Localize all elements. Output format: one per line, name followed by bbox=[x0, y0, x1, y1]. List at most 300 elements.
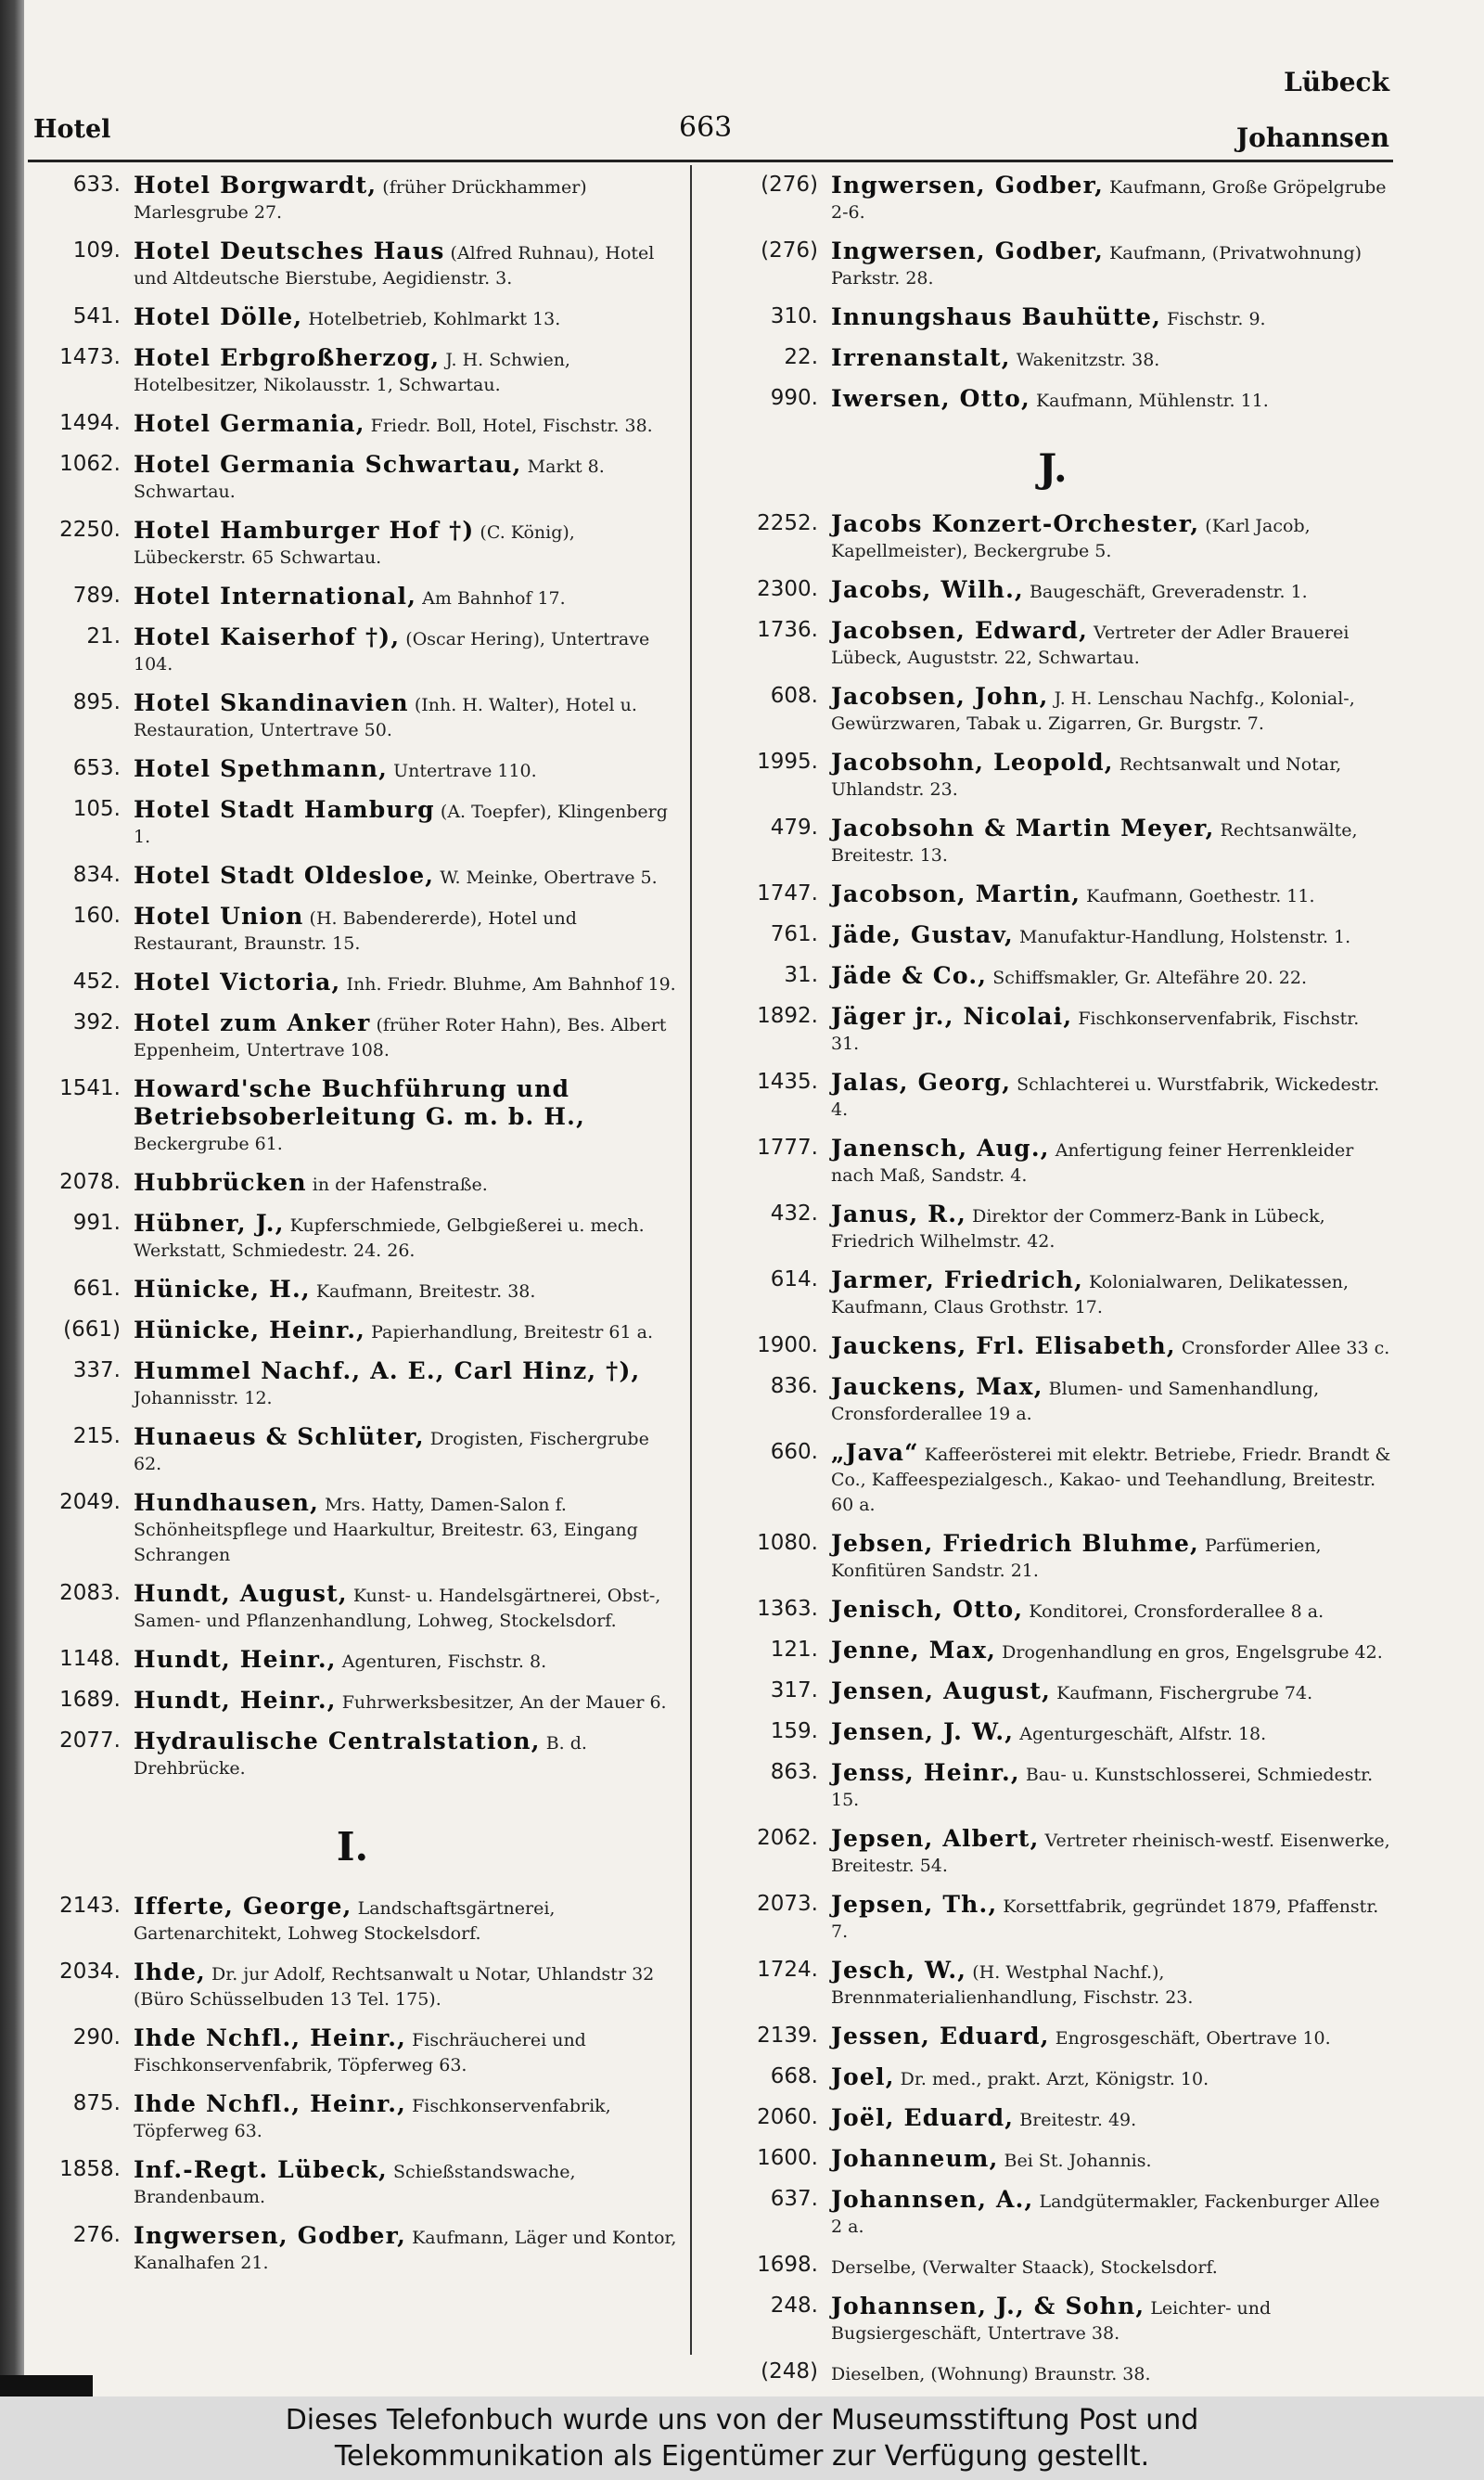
directory-entry bbox=[28, 624, 677, 677]
directory-entry bbox=[714, 1826, 1391, 1879]
entry-details: Kaufmann, (Privatwohnung) Parkstr. 28. bbox=[831, 243, 1362, 289]
phone-number: 432. bbox=[770, 1201, 818, 1226]
entry-details: Kaufmann, Fischergrube 74. bbox=[1056, 1683, 1313, 1703]
entry-text bbox=[134, 904, 677, 957]
entry-text bbox=[831, 173, 1391, 225]
directory-entry bbox=[28, 1424, 677, 1477]
directory-entry bbox=[714, 963, 1391, 991]
entry-details: Kaufmann, Läger und Kontor, Kanalhafen 21. bbox=[134, 2228, 677, 2273]
footer-notice bbox=[0, 2396, 1484, 2480]
entry-text bbox=[134, 2091, 677, 2144]
entry-name: Hotel zum Anker bbox=[134, 1009, 371, 1036]
directory-entry bbox=[714, 2024, 1391, 2051]
phone-number: (248) bbox=[761, 2359, 818, 2384]
entry-details: (Oscar Hering), Untertrave 104. bbox=[134, 629, 650, 675]
entry-details: Bei St. Johannis. bbox=[1004, 2151, 1152, 2171]
directory-entry bbox=[714, 511, 1391, 564]
entry-name: Jessen, Eduard, bbox=[831, 2023, 1050, 2050]
phone-number: 1148. bbox=[59, 1647, 121, 1671]
entry-details: Kolonialwaren, Delikatessen, Kaufmann, Claus Grothstr. 17. bbox=[831, 1272, 1350, 1317]
phone-number: 1363. bbox=[757, 1597, 818, 1621]
directory-entry bbox=[28, 1960, 677, 2012]
entry-details: Fuhrwerksbesitzer, An der Mauer 6. bbox=[341, 1692, 667, 1713]
entry-details: (C. König), Lübeckerstr. 65 Schwartau. bbox=[134, 522, 575, 568]
entry-name: Howard'sche Buchführung und Betriebsoberleitung G. m. b. H., bbox=[134, 1075, 585, 1130]
directory-entry bbox=[714, 1638, 1391, 1665]
entry-details: Kunst- u. Handelsgärtnerei, Obst-, Samen- und Pflanzenhandlung, Lohweg, Stockelsdorf. bbox=[134, 1586, 661, 1631]
phone-number: (661) bbox=[63, 1317, 121, 1342]
directory-entry bbox=[714, 2359, 1391, 2387]
section-letter-j: J. bbox=[1038, 445, 1068, 491]
entry-name: Jenne, Max, bbox=[831, 1637, 997, 1664]
entry-details: Kupferschmiede, Gelbgießerei u. mech. Werkstatt, Schmiedestr. 24. 26. bbox=[134, 1215, 645, 1261]
entry-name: Hundt, August, bbox=[134, 1580, 348, 1607]
entry-name: Hünicke, H., bbox=[134, 1276, 311, 1303]
entry-details: W. Meinke, Obertrave 5. bbox=[440, 867, 658, 888]
phone-number: 159. bbox=[770, 1719, 818, 1743]
entry-name: Jacobsohn, Leopold, bbox=[831, 749, 1114, 776]
entry-details: Landgütermakler, Fackenburger Allee 2 a. bbox=[831, 2191, 1380, 2237]
directory-entry bbox=[28, 2091, 677, 2144]
page-edge-shadow bbox=[0, 0, 24, 2396]
entry-text bbox=[134, 1960, 677, 2012]
entry-name: Hotel Stadt Oldesloe, bbox=[134, 862, 435, 889]
header-rule bbox=[28, 160, 1393, 162]
entry-name: Ifferte, George, bbox=[134, 1893, 352, 1920]
entry-name: Hundt, Heinr., bbox=[134, 1646, 337, 1673]
phone-number: 317. bbox=[770, 1678, 818, 1703]
entry-text bbox=[134, 1688, 677, 1715]
entry-text bbox=[831, 2187, 1391, 2240]
entry-text bbox=[134, 756, 677, 784]
directory-entry bbox=[28, 1076, 677, 1157]
entry-text bbox=[134, 1490, 677, 1568]
entry-name: Jacobson, Martin, bbox=[831, 880, 1081, 907]
directory-entry bbox=[28, 1894, 677, 1947]
directory-entry bbox=[714, 816, 1391, 868]
directory-entry bbox=[28, 304, 677, 332]
entry-details: Agenturgeschäft, Alfstr. 18. bbox=[1019, 1724, 1267, 1744]
entry-text bbox=[831, 2253, 1391, 2281]
entry-name: Hotel Hamburger Hof †) bbox=[134, 517, 475, 544]
entry-details: Breitestr. 49. bbox=[1019, 2110, 1137, 2130]
phone-number: 31. bbox=[784, 963, 818, 987]
entry-details: Derselbe, (Verwalter Staack), Stockelsdorf. bbox=[831, 2257, 1218, 2278]
entry-name: Hübner, J., bbox=[134, 1210, 285, 1237]
entry-details: Fischräucherei und Fischkonservenfabrik, Töpferweg 63. bbox=[134, 2030, 586, 2075]
entry-details: Vertreter der Adler Brauerei Lübeck, Auguststr. 22, Schwartau. bbox=[831, 623, 1350, 668]
entry-name: Inf.-Regt. Lübeck, bbox=[134, 2156, 388, 2183]
running-header-city: Lübeck bbox=[1284, 67, 1389, 97]
entry-text bbox=[831, 345, 1391, 373]
phone-number: 2062. bbox=[757, 1826, 818, 1850]
page-number: 663 bbox=[679, 111, 733, 144]
entry-details: Kaufmann, Mühlenstr. 11. bbox=[1035, 391, 1269, 411]
entry-name: Joel, bbox=[831, 2063, 895, 2090]
phone-number: 452. bbox=[72, 970, 121, 994]
entry-details: (A. Toepfer), Klingenberg 1. bbox=[134, 802, 668, 847]
directory-entry bbox=[714, 618, 1391, 671]
phone-number: 2139. bbox=[757, 2024, 818, 2048]
directory-entry bbox=[714, 1892, 1391, 1945]
phone-number: 1600. bbox=[757, 2146, 818, 2170]
directory-entry bbox=[714, 2253, 1391, 2281]
entry-name: Jacobs Konzert-Orchester, bbox=[831, 510, 1200, 537]
phone-number: 2049. bbox=[59, 1490, 121, 1514]
phone-number: 160. bbox=[72, 904, 121, 928]
phone-number: 2034. bbox=[59, 1960, 121, 1984]
entry-text bbox=[831, 1201, 1391, 1254]
directory-entry bbox=[28, 173, 677, 225]
entry-name: Jenisch, Otto, bbox=[831, 1596, 1024, 1623]
entry-name: Jenss, Heinr., bbox=[831, 1759, 1020, 1786]
directory-entry bbox=[28, 904, 677, 957]
entry-details: Dieselben, (Wohnung) Braunstr. 38. bbox=[831, 2364, 1151, 2384]
entry-name: Hydraulische Centralstation, bbox=[134, 1728, 541, 1754]
entry-name: Ihde, bbox=[134, 1959, 206, 1985]
entry-name: Jarmer, Friedrich, bbox=[831, 1266, 1084, 1293]
entry-details: Manufaktur-Handlung, Holstenstr. 1. bbox=[1019, 927, 1351, 947]
directory-entry bbox=[714, 304, 1391, 332]
phone-number: 1473. bbox=[59, 345, 121, 369]
section-letter-i: I. bbox=[336, 1824, 369, 1870]
directory-entry bbox=[714, 1760, 1391, 1813]
entry-name: Hotel Union bbox=[134, 903, 304, 930]
phone-number: 1747. bbox=[757, 881, 818, 906]
directory-entry bbox=[714, 1597, 1391, 1625]
phone-number: 1777. bbox=[757, 1136, 818, 1160]
directory-entry bbox=[714, 1719, 1391, 1747]
entry-name: Johanneum, bbox=[831, 2145, 999, 2172]
entry-text bbox=[831, 1892, 1391, 1945]
directory-entry bbox=[714, 1070, 1391, 1123]
entry-name: Ingwersen, Godber, bbox=[831, 172, 1105, 199]
directory-entry bbox=[28, 970, 677, 997]
running-header-left: Hotel bbox=[33, 115, 111, 144]
directory-entry bbox=[714, 1374, 1391, 1427]
entry-text bbox=[831, 577, 1391, 605]
entry-name: „Java“ bbox=[831, 1439, 919, 1466]
entry-text bbox=[134, 345, 677, 398]
phone-number: 2078. bbox=[59, 1170, 121, 1194]
entry-name: Hotel Germania, bbox=[134, 410, 365, 437]
entry-details: Schiffsmakler, Gr. Altefähre 20. 22. bbox=[992, 968, 1308, 988]
phone-number: 1698. bbox=[757, 2253, 818, 2277]
entry-details: Hotelbetrieb, Kohlmarkt 13. bbox=[308, 309, 561, 329]
entry-text bbox=[134, 1170, 677, 1198]
entry-details: Beckergrube 61. bbox=[134, 1134, 283, 1154]
entry-details: (H. Westphal Nachf.), Brennmaterialienhandlung, Fischstr. 23. bbox=[831, 1962, 1194, 2008]
entry-details: Kaffeerösterei mit elektr. Betriebe, Friedr. Brandt & Co., Kaffeespezialgesch., Kakao- und Teehandlung, Breitestr. 60 a. bbox=[831, 1445, 1391, 1515]
directory-entry bbox=[714, 684, 1391, 737]
directory-entry bbox=[28, 1170, 677, 1198]
entry-name: Hotel Spethmann, bbox=[134, 755, 389, 782]
entry-details: Leichter- und Bugsiergeschäft, Untertrave 38. bbox=[831, 2298, 1272, 2344]
entry-text bbox=[831, 2359, 1391, 2387]
entry-text bbox=[134, 863, 677, 891]
directory-entry bbox=[714, 1440, 1391, 1518]
directory-entry bbox=[28, 797, 677, 850]
phone-number: 310. bbox=[770, 304, 818, 328]
directory-entry bbox=[28, 756, 677, 784]
entry-name: Hotel Deutsches Haus bbox=[134, 238, 445, 264]
entry-text bbox=[831, 238, 1391, 291]
entry-name: Ingwersen, Godber, bbox=[134, 2222, 407, 2249]
entry-name: Janus, R., bbox=[831, 1201, 967, 1227]
phone-number: 991. bbox=[72, 1211, 121, 1235]
entry-name: Janensch, Aug., bbox=[831, 1135, 1050, 1162]
entry-details: J. H. Schwien, Hotelbesitzer, Nikolausstr. 1, Schwartau. bbox=[134, 350, 570, 395]
phone-number: 789. bbox=[72, 584, 121, 608]
phone-number: 661. bbox=[72, 1277, 121, 1301]
directory-entry bbox=[714, 1333, 1391, 1361]
entry-name: Hotel Borgwardt, bbox=[134, 172, 377, 199]
entry-text bbox=[134, 2157, 677, 2210]
entry-text bbox=[831, 881, 1391, 909]
directory-entry bbox=[28, 1211, 677, 1264]
phone-number: 761. bbox=[770, 922, 818, 946]
entry-text bbox=[831, 1826, 1391, 1879]
entry-name: Hubbrücken bbox=[134, 1169, 307, 1196]
phone-number: 1858. bbox=[59, 2157, 121, 2181]
entry-details: Fischstr. 9. bbox=[1167, 309, 1266, 329]
entry-text bbox=[831, 1374, 1391, 1427]
entry-details: Fischkonservenfabrik, Fischstr. 31. bbox=[831, 1009, 1360, 1054]
entry-text bbox=[134, 1647, 677, 1675]
directory-entry bbox=[714, 1678, 1391, 1706]
entry-details: Cronsforder Allee 33 c. bbox=[1181, 1338, 1390, 1358]
directory-entry bbox=[714, 173, 1391, 225]
entry-name: Iwersen, Otto, bbox=[831, 385, 1030, 412]
entry-name: Ingwersen, Godber, bbox=[831, 238, 1105, 264]
entry-name: Hünicke, Heinr., bbox=[134, 1317, 366, 1343]
directory-entry bbox=[28, 2157, 677, 2210]
entry-details: Rechtsanwälte, Breitestr. 13. bbox=[831, 820, 1358, 866]
entry-details: (Karl Jacob, Kapellmeister), Beckergrube 5. bbox=[831, 516, 1311, 561]
entry-name: Joël, Eduard, bbox=[831, 2104, 1015, 2131]
directory-entry bbox=[28, 863, 677, 891]
entry-text bbox=[134, 970, 677, 997]
entry-name: Jalas, Georg, bbox=[831, 1069, 1012, 1096]
entry-name: Hunaeus & Schlüter, bbox=[134, 1423, 425, 1450]
entry-text bbox=[134, 2025, 677, 2078]
directory-entry bbox=[28, 1688, 677, 1715]
scan-corner-shadow bbox=[0, 2375, 93, 2396]
directory-entry bbox=[28, 411, 677, 439]
entry-name: Hotel International, bbox=[134, 583, 417, 610]
directory-entry bbox=[714, 2064, 1391, 2092]
entry-text bbox=[134, 690, 677, 743]
phone-number: 1892. bbox=[757, 1004, 818, 1028]
entry-details: Papierhandlung, Breitestr 61 a. bbox=[371, 1322, 653, 1343]
entry-text bbox=[831, 618, 1391, 671]
directory-entry bbox=[28, 1010, 677, 1063]
phone-number: 121. bbox=[770, 1638, 818, 1662]
phone-number: 834. bbox=[72, 863, 121, 887]
entry-text bbox=[134, 173, 677, 225]
entry-text bbox=[831, 1597, 1391, 1625]
entry-name: Hummel Nachf., A. E., Carl Hinz, †), bbox=[134, 1357, 641, 1384]
entry-text bbox=[831, 304, 1391, 332]
entry-text bbox=[831, 2146, 1391, 2174]
phone-number: 668. bbox=[770, 2064, 818, 2088]
entry-name: Jepsen, Albert, bbox=[831, 1825, 1040, 1852]
entry-text bbox=[831, 2294, 1391, 2346]
entry-details: Rechtsanwalt und Notar, Uhlandstr. 23. bbox=[831, 754, 1342, 800]
entry-text bbox=[831, 1678, 1391, 1706]
entry-name: Johannsen, J., & Sohn, bbox=[831, 2293, 1145, 2319]
phone-number: 22. bbox=[784, 345, 818, 369]
phone-number: 1541. bbox=[59, 1076, 121, 1100]
entry-text bbox=[134, 1277, 677, 1304]
phone-number: 276. bbox=[72, 2223, 121, 2247]
phone-number: 479. bbox=[770, 816, 818, 840]
directory-entry bbox=[28, 1358, 677, 1411]
entry-details: Engrosgeschäft, Obertrave 10. bbox=[1055, 2028, 1331, 2049]
directory-entry bbox=[714, 1267, 1391, 1320]
entry-text bbox=[134, 2223, 677, 2276]
phone-number: 895. bbox=[72, 690, 121, 714]
directory-entry bbox=[28, 1317, 677, 1345]
listing-group-i-continued bbox=[714, 173, 1391, 414]
directory-entry bbox=[714, 2187, 1391, 2240]
directory-entry bbox=[714, 2294, 1391, 2346]
phone-number: 215. bbox=[72, 1424, 121, 1448]
directory-entry bbox=[28, 2025, 677, 2078]
entry-name: Jepsen, Th., bbox=[831, 1891, 998, 1918]
entry-details: Bau- u. Kunstschlosserei, Schmiedestr. 15. bbox=[831, 1765, 1374, 1810]
phone-number: 2143. bbox=[59, 1894, 121, 1918]
entry-name: Jebsen, Friedrich Bluhme, bbox=[831, 1530, 1199, 1557]
phone-number: 1080. bbox=[757, 1531, 818, 1555]
entry-text bbox=[831, 1070, 1391, 1123]
entry-name: Jäde & Co., bbox=[831, 962, 988, 989]
entry-text bbox=[134, 304, 677, 332]
phone-number: 660. bbox=[770, 1440, 818, 1464]
entry-name: Hundhausen, bbox=[134, 1489, 320, 1516]
running-header-right: Johannsen bbox=[1235, 122, 1389, 153]
entry-text bbox=[831, 1531, 1391, 1584]
entry-text bbox=[134, 1317, 677, 1345]
entry-details: Inh. Friedr. Bluhme, Am Bahnhof 19. bbox=[346, 974, 676, 995]
entry-details: Dr. med., prakt. Arzt, Königstr. 10. bbox=[900, 2069, 1209, 2089]
phone-number: 1736. bbox=[757, 618, 818, 642]
entry-details: Schlachterei u. Wurstfabrik, Wickedestr. 4. bbox=[831, 1074, 1380, 1120]
directory-entry bbox=[714, 2105, 1391, 2133]
entry-text bbox=[134, 1010, 677, 1063]
phone-number: 1062. bbox=[59, 452, 121, 476]
entry-details: Drogenhandlung en gros, Engelsgrube 42. bbox=[1002, 1642, 1383, 1663]
directory-entry bbox=[714, 1136, 1391, 1189]
entry-details: Mrs. Hatty, Damen-Salon f. Schönheitspflege und Haarkultur, Breitestr. 63, Eingang Schrangen bbox=[134, 1495, 638, 1565]
entry-name: Ihde Nchfl., Heinr., bbox=[134, 2090, 407, 2117]
directory-entry bbox=[28, 1581, 677, 1634]
entry-text bbox=[831, 1958, 1391, 2011]
footer-line-1: Dieses Telefonbuch wurde uns von der Museumsstiftung Post und bbox=[285, 2404, 1199, 2436]
phone-number: 990. bbox=[770, 386, 818, 410]
directory-entry bbox=[28, 452, 677, 505]
entry-details: Parfümerien, Konfitüren Sandstr. 21. bbox=[831, 1536, 1322, 1581]
phone-number: 105. bbox=[72, 797, 121, 821]
entry-details: Konditorei, Cronsforderallee 8 a. bbox=[1029, 1601, 1324, 1622]
entry-text bbox=[134, 238, 677, 291]
phone-number: 614. bbox=[770, 1267, 818, 1291]
entry-text bbox=[831, 1440, 1391, 1518]
entry-text bbox=[831, 2064, 1391, 2092]
entry-name: Jacobsohn & Martin Meyer, bbox=[831, 815, 1215, 842]
entry-details: Johannisstr. 12. bbox=[134, 1388, 273, 1408]
phone-number: 633. bbox=[72, 173, 121, 197]
entry-name: Jauckens, Frl. Elisabeth, bbox=[831, 1332, 1176, 1359]
entry-name: Jensen, August, bbox=[831, 1677, 1052, 1704]
phone-number: 836. bbox=[770, 1374, 818, 1398]
phone-number: 21. bbox=[86, 624, 121, 649]
entry-details: Kaufmann, Breitestr. 38. bbox=[315, 1281, 536, 1302]
directory-entry bbox=[28, 518, 677, 571]
directory-entry bbox=[714, 345, 1391, 373]
phone-number: 392. bbox=[72, 1010, 121, 1034]
entry-name: Jäde, Gustav, bbox=[831, 921, 1014, 948]
directory-entry bbox=[714, 238, 1391, 291]
entry-name: Johannsen, A., bbox=[831, 2186, 1034, 2213]
phone-number: 653. bbox=[72, 756, 121, 780]
entry-text bbox=[831, 1136, 1391, 1189]
entry-details: Drogisten, Fischergrube 62. bbox=[134, 1429, 649, 1474]
entry-text bbox=[831, 1638, 1391, 1665]
left-column bbox=[28, 173, 677, 2289]
listing-group-i bbox=[28, 1894, 677, 2276]
phone-number: (276) bbox=[761, 173, 818, 197]
directory-entry bbox=[714, 1531, 1391, 1584]
phone-number: 2252. bbox=[757, 511, 818, 535]
phone-number: 1995. bbox=[757, 750, 818, 774]
entry-text bbox=[831, 963, 1391, 991]
listing-group-j bbox=[714, 511, 1391, 2387]
entry-text bbox=[831, 1333, 1391, 1361]
entry-details: (Inh. H. Walter), Hotel u. Restauration, Untertrave 50. bbox=[134, 695, 637, 740]
phone-number: 2060. bbox=[757, 2105, 818, 2129]
entry-name: Hundt, Heinr., bbox=[134, 1687, 337, 1714]
entry-text bbox=[831, 511, 1391, 564]
entry-text bbox=[831, 1760, 1391, 1813]
entry-text bbox=[134, 411, 677, 439]
entry-name: Jensen, J. W., bbox=[831, 1718, 1015, 1745]
entry-details: in der Hafenstraße. bbox=[312, 1175, 488, 1195]
directory-entry bbox=[714, 1004, 1391, 1057]
directory-entry bbox=[28, 345, 677, 398]
listing-group-h bbox=[28, 173, 677, 1781]
entry-details: Anfertigung feiner Herrenkleider nach Maß, Sandstr. 4. bbox=[831, 1140, 1354, 1186]
entry-text bbox=[134, 1728, 677, 1781]
directory-entry bbox=[714, 1201, 1391, 1254]
directory-entry bbox=[28, 690, 677, 743]
entry-name: Irrenanstalt, bbox=[831, 344, 1011, 371]
entry-name: Jacobs, Wilh., bbox=[831, 576, 1024, 603]
entry-details: Agenturen, Fischstr. 8. bbox=[341, 1651, 547, 1672]
phone-number: 109. bbox=[72, 238, 121, 263]
directory-entry bbox=[714, 577, 1391, 605]
entry-details: Am Bahnhof 17. bbox=[422, 588, 566, 609]
entry-details: (früher Drückhammer) Marlesgrube 27. bbox=[134, 177, 587, 223]
phone-number: 608. bbox=[770, 684, 818, 708]
entry-text bbox=[831, 750, 1391, 803]
entry-details: (H. Babendererde), Hotel und Restaurant, Braunstr. 15. bbox=[134, 908, 577, 954]
phone-number: 1494. bbox=[59, 411, 121, 435]
entry-name: Hotel Dölle, bbox=[134, 303, 303, 330]
entry-text bbox=[134, 1358, 677, 1411]
entry-name: Jauckens, Max, bbox=[831, 1373, 1043, 1400]
entry-details: Korsettfabrik, gegründet 1879, Pfaffenstr. 7. bbox=[831, 1896, 1379, 1942]
